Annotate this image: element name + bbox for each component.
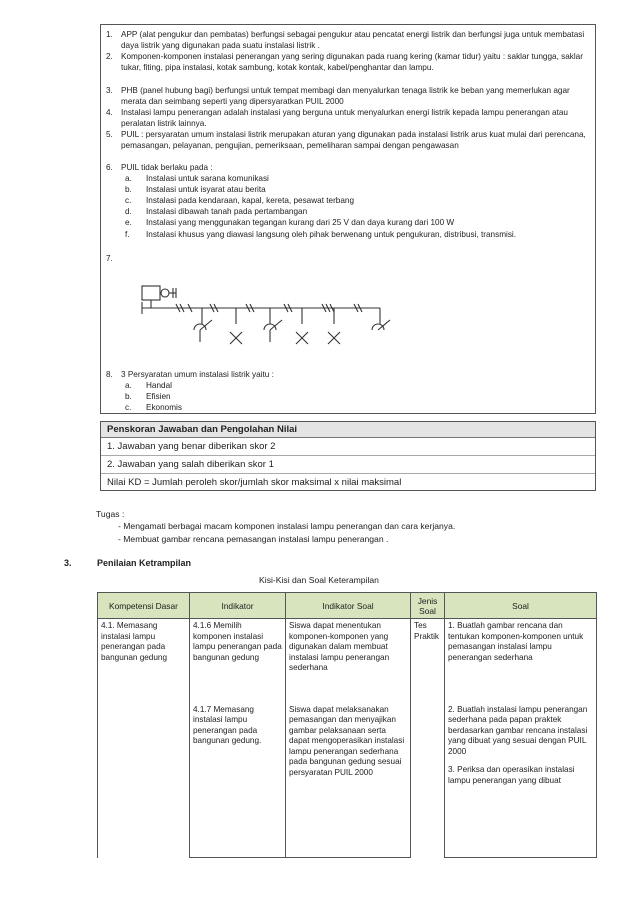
sub-item-text: Ekonomis <box>146 403 182 412</box>
item-number: 2. <box>106 52 113 61</box>
item-text: PUIL tidak berlaku pada : <box>121 163 213 172</box>
sub-item-letter: c. <box>125 403 132 412</box>
tugas-label: Tugas : <box>96 509 125 519</box>
sub-item-text: Instalasi untuk isyarat atau berita <box>146 185 266 194</box>
scoring-row: Nilai KD = Jumlah peroleh skor/jumlah skor maksimal x nilai maksimal <box>107 477 402 488</box>
jenis-cell <box>411 619 445 858</box>
header-soal: Soal <box>445 593 597 619</box>
sub-item-letter: d. <box>125 207 132 216</box>
sub-item-text: Instalasi pada kendaraan, kapal, kereta, pesawat terbang <box>146 196 355 205</box>
indicator-soal-cell <box>286 703 411 858</box>
kd-cell <box>98 619 190 858</box>
indicator-cell <box>190 619 286 703</box>
sub-item-text: Instalasi untuk sarana komunikasi <box>146 174 269 183</box>
item-text: PUIL : persyaratan umum instalasi listrik merupakan aturan yang digunakan pada instalasi listrik arus kuat mulai dari perencana, pemasangan, pelayanan, pengujian, pemeriksaan, pemeliharan sampai dengan pengawasan <box>121 130 586 150</box>
meter-symbol <box>142 286 160 300</box>
soal-text: 1. Buatlah gambar rencana dan tentukan komponen-komponen untuk pemasangan instalasi lampu penerangan sederhana <box>448 621 584 662</box>
tugas-item: - Membuat gambar rencana pemasangan instalasi lampu penerangan . <box>118 534 389 544</box>
item-number: 8. <box>106 370 113 379</box>
soal-text: 3. Periksa dan operasikan instalasi lampu penerangan yang dibuat <box>448 765 575 786</box>
item-number: 3. <box>106 86 113 95</box>
soal-cell <box>445 619 597 703</box>
wiring-diagram <box>136 282 406 364</box>
sub-item-letter: c. <box>125 196 132 205</box>
sub-item-text: Handal <box>146 381 172 390</box>
header-jenis-soal: Jenis Soal <box>411 593 445 619</box>
item-number: 5. <box>106 130 113 139</box>
indicator-text: 4.1.6 Memilih komponen instalasi lampu penerangan pada bangunan gedung <box>193 621 282 662</box>
item-number: 1. <box>106 30 113 39</box>
item-text: Instalasi lampu penerangan adalah instalasi yang berguna untuk menyalurkan energi listrik kepada lampu penerangan atau peralatan listrik lainnya. <box>121 108 568 128</box>
sub-item-text: Instalasi dibawah tanah pada pertambangan <box>146 207 308 216</box>
item-number: 6. <box>106 163 113 172</box>
indicator-cell <box>190 703 286 858</box>
sub-item-letter: e. <box>125 218 132 227</box>
item-text: Komponen-komponen instalasi penerangan yang sering digunakan pada ruang kering (kamar tidur) yaitu : saklar tungga, saklar tukar, fiting, pipa instalasi, kotak sambung, kotak kontak, kabel/penghantar dan lampu. <box>121 52 583 72</box>
item-text: 3 Persyaratan umum instalasi listrik yaitu : <box>121 370 274 379</box>
section-number: 3. <box>64 558 72 568</box>
item-number: 4. <box>106 108 113 117</box>
header-indikator: Indikator <box>190 593 286 619</box>
indicator-soal-text: Siswa dapat menentukan komponen-komponen yang digunakan dalam membuat instalasi lampu penerangan sederhana <box>289 621 390 673</box>
item-text: PHB (panel hubung bagi) berfungsi untuk tempat membagi dan menyalurkan tenaga listrik ke beban yang memerlukan agar merata dan seimbang seperti yang dipersyaratkan PUIL 2000 <box>121 86 570 106</box>
sub-item-text: Instalasi khusus yang diawasi langsung oleh pihak berwenang untuk pengukuran, distribusi, transmisi. <box>146 230 517 239</box>
soal-text: 2. Buatlah instalasi lampu penerangan sederhana pada papan praktek berdasarkan gambar rencana instalasi yang dibuat yang sesuai dengan PUIL 2000 <box>448 704 588 756</box>
scoring-box <box>100 421 596 491</box>
jenis-text: Tes Praktik <box>414 621 440 641</box>
table-caption: Kisi-Kisi dan Soal Keterampilan <box>259 575 379 585</box>
scoring-title: Penskoran Jawaban dan Pengolahan Nilai <box>101 422 595 438</box>
item-number: 7. <box>106 254 113 263</box>
kd-text: 4.1. Memasang instalasi lampu penerangan pada bangunan gedung <box>101 621 168 662</box>
indicator-text: 4.1.7 Memasang instalasi lampu penerangan pada bangunan gedung. <box>193 704 262 746</box>
header-kompetensi: Kompetensi Dasar <box>98 593 190 619</box>
sub-item-letter: b. <box>125 392 132 401</box>
scoring-row: 2. Jawaban yang salah diberikan skor 1 <box>101 456 595 474</box>
indicator-soal-cell <box>286 619 411 703</box>
indicator-soal-text: Siswa dapat melaksanakan pemasangan dan menyajikan gambar pelaksanaan serta dapat mengoperasikan instalasi lampu penerangan sederhana pada bangunan gedung sesuai persyaratan PUIL 2000 <box>289 704 405 778</box>
kisi-kisi-table <box>97 592 597 858</box>
sub-item-letter: f. <box>125 230 130 239</box>
sub-item-text: Instalasi yang menggunakan tegangan kurang dari 25 V dan daya kurang dari 100 W <box>146 218 455 227</box>
item-text: APP (alat pengukur dan pembatas) berfungsi sebagai pengukur atau pencatat energi listrik dan berfungsi juga untuk membatasi daya listrik yang digunakan pada suatu instalasi listrik . <box>121 30 585 50</box>
sub-item-letter: b. <box>125 185 132 194</box>
scoring-row: 1. Jawaban yang benar diberikan skor 2 <box>101 438 595 456</box>
sub-item-text: Efisien <box>146 392 171 401</box>
tugas-item: - Mengamati berbagai macam komponen instalasi lampu penerangan dan cara kerjanya. <box>118 521 456 531</box>
soal-cell <box>445 703 597 858</box>
header-indikator-soal: Indikator Soal <box>286 593 411 619</box>
section-title: Penilaian Ketrampilan <box>97 558 192 568</box>
sub-item-letter: a. <box>125 174 132 183</box>
sub-item-letter: a. <box>125 381 132 390</box>
